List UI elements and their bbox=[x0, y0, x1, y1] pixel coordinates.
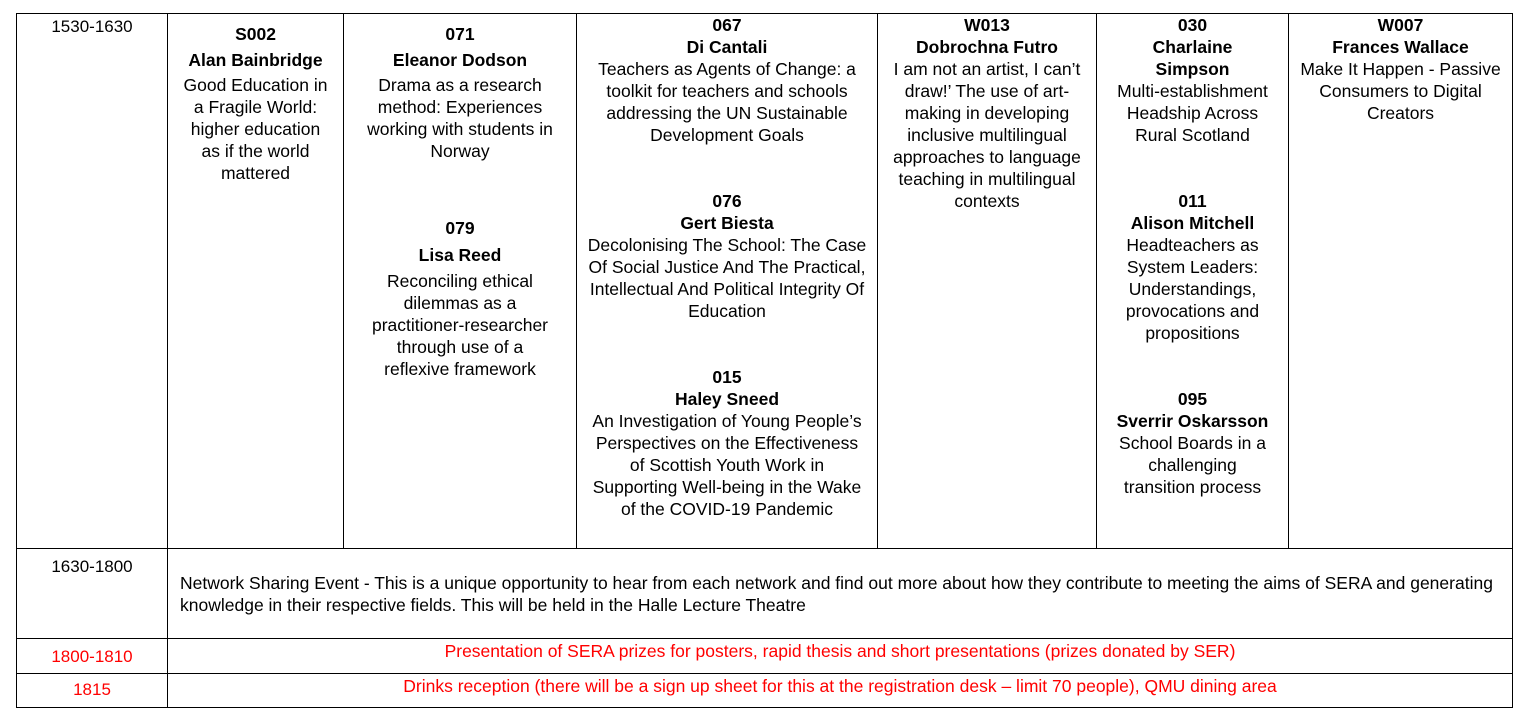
presentation-title: Reconciling ethical dilemmas as a practitioner-researcher through use of a reflexive framework bbox=[371, 271, 549, 379]
schedule-row-1800 bbox=[17, 639, 1513, 674]
presentation-author: Gert Biesta bbox=[680, 213, 774, 233]
presentation-code: 079 bbox=[445, 218, 475, 238]
session-column-5 bbox=[1097, 14, 1289, 549]
presentation-code: 030 bbox=[1177, 15, 1208, 35]
presentation-title: An Investigation of Young People’s Perspectives on the Effectiveness of Scottish Youth Work in Supporting Well-being in the Wake of the COVID-19 Pandemic bbox=[592, 411, 862, 519]
presentation-title: Good Education in a Fragile World: higher education as if the world mattered bbox=[183, 75, 328, 183]
prize-presentation: Presentation of SERA prizes for posters, rapid thesis and short presentations (prizes donated by SER) bbox=[168, 639, 1513, 674]
presentation-author: Eleanor Dodson bbox=[392, 50, 528, 70]
session-column-2 bbox=[344, 14, 577, 549]
presentation-author: Charlaine Simpson bbox=[1152, 37, 1233, 79]
presentation bbox=[577, 190, 877, 322]
session-column-4 bbox=[878, 14, 1097, 549]
presentation-author: Alison Mitchell bbox=[1130, 213, 1255, 233]
presentation-title: Make It Happen - Passive Consumers to Digital Creators bbox=[1300, 59, 1501, 123]
drinks-reception: Drinks reception (there will be a sign up sheet for this at the registration desk – limit 70 people), QMU dining area bbox=[168, 674, 1513, 708]
presentation-title: Multi-establishment Headship Across Rural Scotland bbox=[1117, 81, 1268, 145]
time-slot: 1630-1800 bbox=[17, 549, 168, 639]
presentation-code: 095 bbox=[1177, 389, 1208, 409]
presentation-code: W013 bbox=[964, 15, 1010, 35]
presentation bbox=[168, 22, 343, 184]
presentation-author: Alan Bainbridge bbox=[188, 50, 323, 70]
presentation-title: I am not an artist, I can’t draw!’ The use of art-making in developing inclusive multilingual approaches to language teaching in multilingual contexts bbox=[893, 59, 1081, 211]
schedule-row-1630 bbox=[17, 549, 1513, 639]
presentation-author: Frances Wallace bbox=[1332, 37, 1469, 57]
time-slot: 1800-1810 bbox=[17, 639, 168, 674]
presentation-code: 067 bbox=[712, 15, 742, 35]
presentation-code: 076 bbox=[712, 191, 742, 211]
presentation bbox=[1097, 14, 1288, 146]
presentation bbox=[1097, 190, 1288, 344]
session-column-6 bbox=[1289, 14, 1513, 549]
presentation-author: Dobrochna Futro bbox=[916, 37, 1058, 57]
presentation-code: 011 bbox=[1178, 191, 1207, 211]
time-slot: 1530-1630 bbox=[17, 14, 168, 549]
presentation-author: Haley Sneed bbox=[674, 389, 780, 409]
time-slot: 1815 bbox=[17, 674, 168, 708]
presentation-author: Di Cantali bbox=[686, 37, 768, 57]
schedule-table bbox=[16, 13, 1513, 708]
session-column-3 bbox=[577, 14, 878, 549]
presentation-title: School Boards in a challenging transition process bbox=[1119, 433, 1266, 497]
presentation-title: Drama as a research method: Experiences working with students in Norway bbox=[367, 75, 553, 161]
presentation-title: Decolonising The School: The Case Of Social Justice And The Practical, Intellectual And Political Integrity Of Education bbox=[587, 235, 867, 321]
presentation bbox=[1097, 388, 1288, 498]
presentation bbox=[344, 22, 576, 162]
presentation bbox=[878, 14, 1096, 212]
schedule-row-1530 bbox=[17, 14, 1513, 549]
presentation-title: Headteachers as System Leaders: Understandings, provocations and propositions bbox=[1125, 235, 1260, 343]
presentation bbox=[577, 14, 877, 146]
presentation-author: Sverrir Oskarsson bbox=[1116, 411, 1269, 431]
presentation-code: 071 bbox=[445, 24, 475, 44]
network-sharing-event: Network Sharing Event - This is a unique opportunity to hear from each network and find out more about how they contribute to meeting the aims of SERA and generating knowledge in their respective fields. This will be held in the Halle Lecture Theatre bbox=[168, 549, 1513, 639]
schedule-row-1815 bbox=[17, 674, 1513, 708]
presentation bbox=[344, 216, 576, 380]
presentation-code: W007 bbox=[1377, 15, 1424, 35]
presentation-author: Lisa Reed bbox=[418, 245, 502, 265]
session-column-1 bbox=[168, 14, 344, 549]
presentation-code: S002 bbox=[235, 24, 276, 44]
presentation-code: 015 bbox=[712, 367, 742, 387]
presentation bbox=[577, 366, 877, 520]
presentation-title: Teachers as Agents of Change: a toolkit for teachers and schools addressing the UN Sustainable Development Goals bbox=[598, 59, 856, 145]
presentation bbox=[1289, 14, 1512, 124]
